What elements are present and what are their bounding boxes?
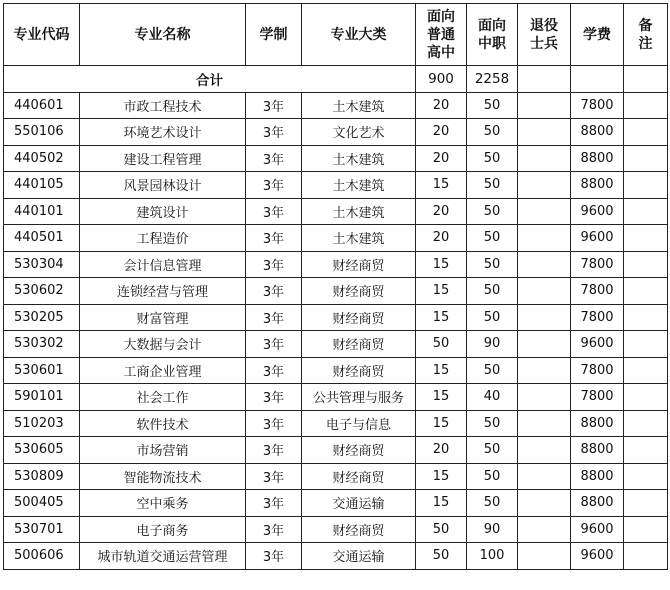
cell-duration: 3年 xyxy=(246,384,302,411)
cell-vocational: 50 xyxy=(467,145,518,172)
cell-remarks xyxy=(624,198,668,225)
cell-remarks xyxy=(624,119,668,146)
table-row xyxy=(4,384,668,411)
cell-name: 社会工作 xyxy=(80,384,246,411)
header-duration: 学制 xyxy=(246,4,302,66)
header-remarks: 备 注 xyxy=(624,4,668,66)
cell-name: 市场营销 xyxy=(80,437,246,464)
cell-tuition: 7800 xyxy=(571,278,624,305)
header-tuition: 学费 xyxy=(571,4,624,66)
table-row xyxy=(4,463,668,490)
cell-general-hs: 15 xyxy=(416,384,467,411)
cell-general-hs: 50 xyxy=(416,331,467,358)
cell-category: 公共管理与服务 xyxy=(302,384,416,411)
table-row xyxy=(4,357,668,384)
cell-duration: 3年 xyxy=(246,172,302,199)
cell-code: 440502 xyxy=(4,145,80,172)
table-row xyxy=(4,490,668,517)
cell-remarks xyxy=(624,145,668,172)
cell-code: 530605 xyxy=(4,437,80,464)
cell-tuition: 7800 xyxy=(571,357,624,384)
cell-code: 500405 xyxy=(4,490,80,517)
cell-code: 530601 xyxy=(4,357,80,384)
cell-code: 530701 xyxy=(4,516,80,543)
cell-category: 土木建筑 xyxy=(302,172,416,199)
cell-tuition: 9600 xyxy=(571,543,624,570)
cell-name: 建筑设计 xyxy=(80,198,246,225)
cell-veterans xyxy=(518,198,571,225)
cell-remarks xyxy=(624,384,668,411)
cell-remarks xyxy=(624,251,668,278)
cell-remarks xyxy=(624,463,668,490)
total-veterans xyxy=(518,66,571,93)
table-row xyxy=(4,304,668,331)
cell-general-hs: 50 xyxy=(416,516,467,543)
cell-remarks xyxy=(624,543,668,570)
cell-tuition: 7800 xyxy=(571,251,624,278)
table-row xyxy=(4,92,668,119)
cell-category: 财经商贸 xyxy=(302,437,416,464)
header-vocational: 面向 中职 xyxy=(467,4,518,66)
cell-tuition: 9600 xyxy=(571,516,624,543)
cell-duration: 3年 xyxy=(246,304,302,331)
cell-vocational: 50 xyxy=(467,410,518,437)
cell-name: 建设工程管理 xyxy=(80,145,246,172)
cell-duration: 3年 xyxy=(246,92,302,119)
cell-veterans xyxy=(518,304,571,331)
cell-name: 大数据与会计 xyxy=(80,331,246,358)
cell-duration: 3年 xyxy=(246,357,302,384)
table-row xyxy=(4,145,668,172)
cell-duration: 3年 xyxy=(246,490,302,517)
cell-code: 550106 xyxy=(4,119,80,146)
cell-general-hs: 15 xyxy=(416,357,467,384)
cell-veterans xyxy=(518,463,571,490)
cell-category: 财经商贸 xyxy=(302,304,416,331)
cell-general-hs: 15 xyxy=(416,278,467,305)
cell-name: 连锁经营与管理 xyxy=(80,278,246,305)
cell-veterans xyxy=(518,437,571,464)
cell-general-hs: 15 xyxy=(416,490,467,517)
cell-name: 环境艺术设计 xyxy=(80,119,246,146)
cell-name: 财富管理 xyxy=(80,304,246,331)
cell-name: 空中乘务 xyxy=(80,490,246,517)
cell-duration: 3年 xyxy=(246,198,302,225)
cell-duration: 3年 xyxy=(246,331,302,358)
cell-vocational: 50 xyxy=(467,225,518,252)
cell-category: 财经商贸 xyxy=(302,278,416,305)
cell-veterans xyxy=(518,331,571,358)
cell-veterans xyxy=(518,225,571,252)
cell-code: 590101 xyxy=(4,384,80,411)
table-row xyxy=(4,543,668,570)
cell-name: 工程造价 xyxy=(80,225,246,252)
table-row xyxy=(4,198,668,225)
total-label: 合计 xyxy=(4,66,416,93)
cell-name: 电子商务 xyxy=(80,516,246,543)
cell-name: 风景园林设计 xyxy=(80,172,246,199)
cell-tuition: 8800 xyxy=(571,463,624,490)
cell-remarks xyxy=(624,357,668,384)
cell-code: 530602 xyxy=(4,278,80,305)
cell-tuition: 9600 xyxy=(571,225,624,252)
cell-remarks xyxy=(624,331,668,358)
cell-name: 会计信息管理 xyxy=(80,251,246,278)
cell-general-hs: 20 xyxy=(416,145,467,172)
cell-tuition: 7800 xyxy=(571,384,624,411)
cell-tuition: 8800 xyxy=(571,410,624,437)
cell-code: 440105 xyxy=(4,172,80,199)
cell-category: 财经商贸 xyxy=(302,357,416,384)
cell-general-hs: 20 xyxy=(416,119,467,146)
cell-category: 交通运输 xyxy=(302,543,416,570)
cell-general-hs: 15 xyxy=(416,304,467,331)
cell-code: 440501 xyxy=(4,225,80,252)
cell-general-hs: 15 xyxy=(416,172,467,199)
cell-remarks xyxy=(624,437,668,464)
cell-category: 财经商贸 xyxy=(302,251,416,278)
cell-category: 财经商贸 xyxy=(302,463,416,490)
cell-vocational: 50 xyxy=(467,92,518,119)
cell-veterans xyxy=(518,92,571,119)
cell-remarks xyxy=(624,516,668,543)
cell-veterans xyxy=(518,384,571,411)
table-row xyxy=(4,278,668,305)
cell-general-hs: 20 xyxy=(416,198,467,225)
cell-vocational: 50 xyxy=(467,198,518,225)
cell-code: 530205 xyxy=(4,304,80,331)
table-row xyxy=(4,251,668,278)
cell-category: 文化艺术 xyxy=(302,119,416,146)
cell-veterans xyxy=(518,145,571,172)
cell-tuition: 8800 xyxy=(571,145,624,172)
cell-duration: 3年 xyxy=(246,410,302,437)
cell-vocational: 50 xyxy=(467,251,518,278)
cell-code: 510203 xyxy=(4,410,80,437)
cell-duration: 3年 xyxy=(246,225,302,252)
cell-tuition: 7800 xyxy=(571,304,624,331)
table-row xyxy=(4,172,668,199)
cell-vocational: 50 xyxy=(467,172,518,199)
cell-code: 440101 xyxy=(4,198,80,225)
cell-duration: 3年 xyxy=(246,119,302,146)
cell-tuition: 8800 xyxy=(571,490,624,517)
header-category: 专业大类 xyxy=(302,4,416,66)
cell-tuition: 8800 xyxy=(571,172,624,199)
cell-category: 财经商贸 xyxy=(302,516,416,543)
cell-veterans xyxy=(518,251,571,278)
table-row xyxy=(4,410,668,437)
cell-duration: 3年 xyxy=(246,543,302,570)
header-code: 专业代码 xyxy=(4,4,80,66)
cell-remarks xyxy=(624,410,668,437)
cell-tuition: 9600 xyxy=(571,331,624,358)
total-tuition xyxy=(571,66,624,93)
cell-veterans xyxy=(518,172,571,199)
cell-vocational: 50 xyxy=(467,490,518,517)
cell-vocational: 50 xyxy=(467,357,518,384)
header-general-hs: 面向 普通 高中 xyxy=(416,4,467,66)
cell-duration: 3年 xyxy=(246,145,302,172)
cell-vocational: 40 xyxy=(467,384,518,411)
cell-code: 530302 xyxy=(4,331,80,358)
table-row xyxy=(4,331,668,358)
total-remarks xyxy=(624,66,668,93)
header-veterans: 退役 士兵 xyxy=(518,4,571,66)
total-row xyxy=(4,66,668,93)
cell-tuition: 8800 xyxy=(571,119,624,146)
cell-vocational: 50 xyxy=(467,278,518,305)
cell-duration: 3年 xyxy=(246,463,302,490)
cell-code: 500606 xyxy=(4,543,80,570)
cell-category: 财经商贸 xyxy=(302,331,416,358)
cell-remarks xyxy=(624,172,668,199)
cell-category: 交通运输 xyxy=(302,490,416,517)
cell-general-hs: 20 xyxy=(416,225,467,252)
cell-tuition: 8800 xyxy=(571,437,624,464)
cell-name: 市政工程技术 xyxy=(80,92,246,119)
cell-category: 土木建筑 xyxy=(302,225,416,252)
cell-name: 软件技术 xyxy=(80,410,246,437)
cell-duration: 3年 xyxy=(246,516,302,543)
cell-category: 土木建筑 xyxy=(302,92,416,119)
header-row xyxy=(4,4,668,66)
cell-remarks xyxy=(624,490,668,517)
cell-duration: 3年 xyxy=(246,437,302,464)
cell-vocational: 50 xyxy=(467,437,518,464)
cell-name: 工商企业管理 xyxy=(80,357,246,384)
cell-veterans xyxy=(518,543,571,570)
table-row xyxy=(4,437,668,464)
cell-remarks xyxy=(624,278,668,305)
cell-category: 电子与信息 xyxy=(302,410,416,437)
cell-code: 440601 xyxy=(4,92,80,119)
table-row xyxy=(4,516,668,543)
cell-veterans xyxy=(518,490,571,517)
cell-name: 城市轨道交通运营管理 xyxy=(80,543,246,570)
cell-name: 智能物流技术 xyxy=(80,463,246,490)
cell-veterans xyxy=(518,357,571,384)
cell-vocational: 50 xyxy=(467,119,518,146)
cell-veterans xyxy=(518,119,571,146)
cell-vocational: 50 xyxy=(467,304,518,331)
cell-general-hs: 50 xyxy=(416,543,467,570)
cell-vocational: 90 xyxy=(467,331,518,358)
cell-code: 530304 xyxy=(4,251,80,278)
cell-veterans xyxy=(518,278,571,305)
cell-remarks xyxy=(624,304,668,331)
cell-remarks xyxy=(624,225,668,252)
cell-code: 530809 xyxy=(4,463,80,490)
cell-category: 土木建筑 xyxy=(302,198,416,225)
cell-duration: 3年 xyxy=(246,278,302,305)
total-vocational: 2258 xyxy=(467,66,518,93)
cell-general-hs: 15 xyxy=(416,251,467,278)
enrollment-table xyxy=(3,3,668,570)
total-general-hs: 900 xyxy=(416,66,467,93)
cell-vocational: 100 xyxy=(467,543,518,570)
cell-general-hs: 15 xyxy=(416,463,467,490)
header-name: 专业名称 xyxy=(80,4,246,66)
cell-veterans xyxy=(518,516,571,543)
cell-veterans xyxy=(518,410,571,437)
cell-remarks xyxy=(624,92,668,119)
table-row xyxy=(4,119,668,146)
cell-vocational: 90 xyxy=(467,516,518,543)
cell-duration: 3年 xyxy=(246,251,302,278)
cell-general-hs: 15 xyxy=(416,410,467,437)
cell-general-hs: 20 xyxy=(416,437,467,464)
cell-general-hs: 20 xyxy=(416,92,467,119)
cell-vocational: 50 xyxy=(467,463,518,490)
cell-category: 土木建筑 xyxy=(302,145,416,172)
table-row xyxy=(4,225,668,252)
cell-tuition: 7800 xyxy=(571,92,624,119)
cell-tuition: 9600 xyxy=(571,198,624,225)
